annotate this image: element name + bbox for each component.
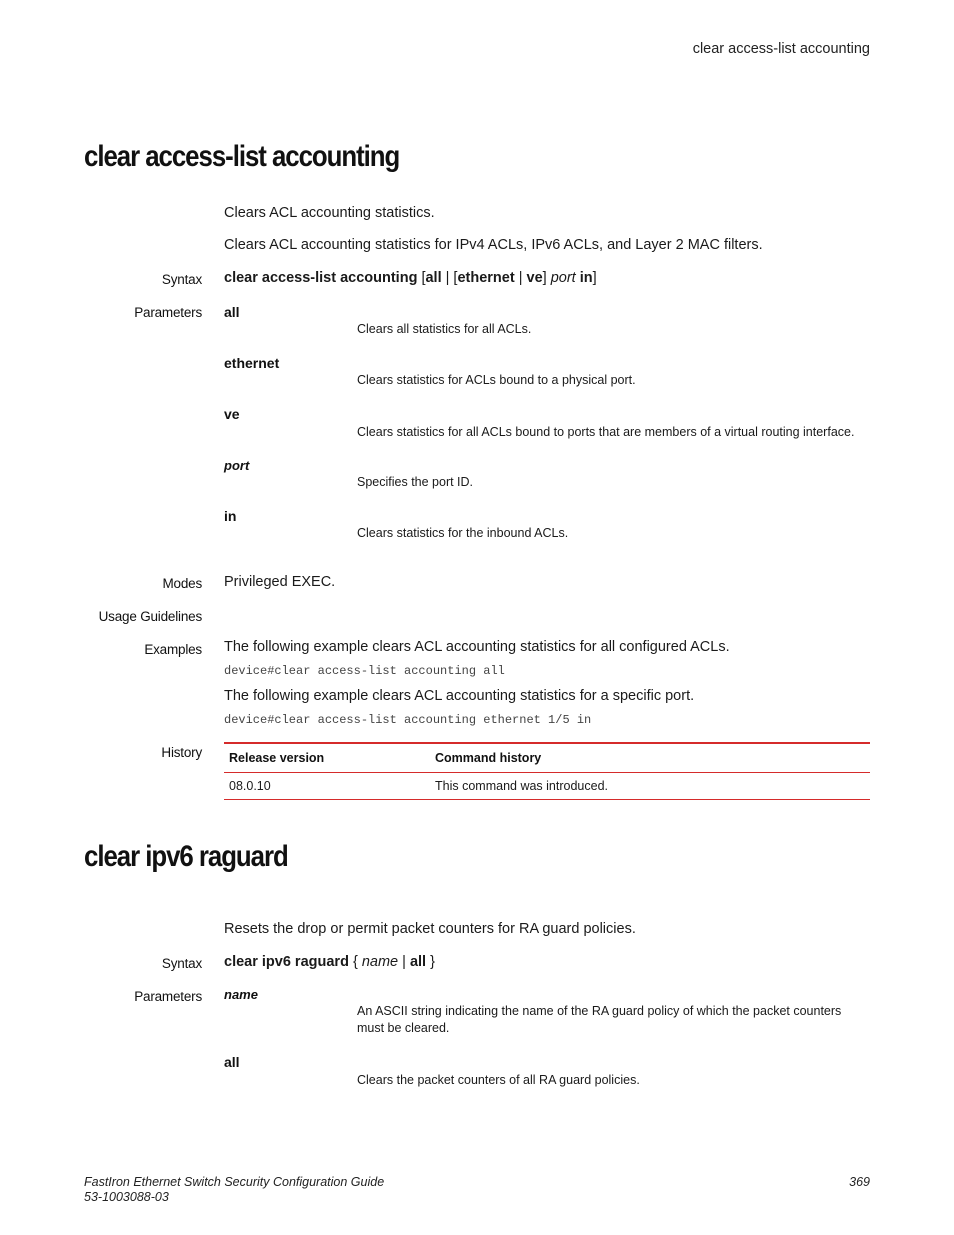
footer-page-number: 369 xyxy=(849,1175,870,1189)
syntax-punct: ] xyxy=(542,270,551,286)
param-desc-ethernet: Clears statistics for ACLs bound to a physical port. xyxy=(357,373,636,387)
running-header: clear access-list accounting xyxy=(692,41,870,57)
history-table xyxy=(224,742,870,800)
syntax-keyword-ve: ve xyxy=(526,270,543,286)
raguard-syntax-variable-name: name xyxy=(361,954,399,970)
syntax-punct: [ xyxy=(417,270,426,286)
raguard-param-desc-all: Clears the packet counters of all RA guard policies. xyxy=(357,1073,640,1087)
history-header-command: Command history xyxy=(430,743,870,773)
syntax-line xyxy=(224,270,597,286)
table-row xyxy=(224,773,870,800)
raguard-syntax-keyword-all: all xyxy=(409,954,427,970)
raguard-syntax-label: Syntax xyxy=(161,956,202,971)
param-desc-in: Clears statistics for the inbound ACLs. xyxy=(357,526,569,540)
section-title-raguard: clear ipv6 raguard xyxy=(84,840,288,873)
modes-text: Privileged EXEC. xyxy=(224,574,336,590)
param-name-all: all xyxy=(224,304,240,320)
syntax-punct: | xyxy=(514,270,527,286)
modes-label: Modes xyxy=(162,576,202,591)
example-text-2: The following example clears ACL accounting statistics for a specific port. xyxy=(224,688,695,704)
syntax-punct: | [ xyxy=(441,270,458,286)
param-desc-all: Clears all statistics for all ACLs. xyxy=(357,322,532,336)
examples-label: Examples xyxy=(144,642,202,657)
param-name-ethernet: ethernet xyxy=(224,355,280,371)
history-cell-release: 08.0.10 xyxy=(224,773,430,800)
history-header-row xyxy=(224,743,870,773)
param-desc-ve: Clears statistics for all ACLs bound to ports that are members of a virtual routing interface. xyxy=(357,425,855,439)
history-header-release: Release version xyxy=(224,743,430,773)
syntax-command: clear access-list accounting xyxy=(224,270,418,286)
syntax-variable-port: port xyxy=(550,270,576,286)
history-cell-command: This command was introduced. xyxy=(430,773,870,800)
raguard-syntax-command: clear ipv6 raguard xyxy=(224,954,349,970)
syntax-punct: ] xyxy=(592,270,597,286)
raguard-param-name-name: name xyxy=(224,987,258,1002)
param-name-in: in xyxy=(224,508,237,524)
syntax-punct: | xyxy=(398,954,410,970)
footer-doc-number: 53-1003088-03 xyxy=(84,1190,169,1204)
example-text-1: The following example clears ACL accounting statistics for all configured ACLs. xyxy=(224,639,730,655)
raguard-parameters-label: Parameters xyxy=(134,989,202,1004)
section-title-access-list: clear access-list accounting xyxy=(84,140,400,173)
summary-text: Clears ACL accounting statistics. xyxy=(224,205,435,221)
parameters-label: Parameters xyxy=(134,305,202,320)
footer-guide-title: FastIron Ethernet Switch Security Configuration Guide xyxy=(84,1175,385,1189)
syntax-keyword-ethernet: ethernet xyxy=(457,270,515,286)
raguard-summary-text: Resets the drop or permit packet counters for RA guard policies. xyxy=(224,921,636,937)
syntax-punct: } xyxy=(426,954,435,970)
param-desc-port: Specifies the port ID. xyxy=(357,475,474,489)
description-text: Clears ACL accounting statistics for IPv4 ACLs, IPv6 ACLs, and Layer 2 MAC filters. xyxy=(224,237,763,253)
syntax-keyword-in: in xyxy=(579,270,593,286)
example-code-2: device#clear access-list accounting ethernet 1/5 in xyxy=(224,713,592,727)
raguard-param-desc-name: An ASCII string indicating the name of the RA guard policy of which the packet counters must be cleared. xyxy=(357,1004,842,1035)
example-code-1: device#clear access-list accounting all xyxy=(224,664,505,678)
syntax-keyword-all: all xyxy=(425,270,442,286)
history-label: History xyxy=(161,745,202,760)
param-name-port: port xyxy=(224,458,250,473)
param-name-ve: ve xyxy=(224,406,240,422)
raguard-syntax-line xyxy=(224,954,435,970)
raguard-param-name-all: all xyxy=(224,1054,240,1070)
usage-guidelines-label: Usage Guidelines xyxy=(98,609,202,624)
syntax-punct: { xyxy=(348,954,362,970)
syntax-label: Syntax xyxy=(161,272,202,287)
